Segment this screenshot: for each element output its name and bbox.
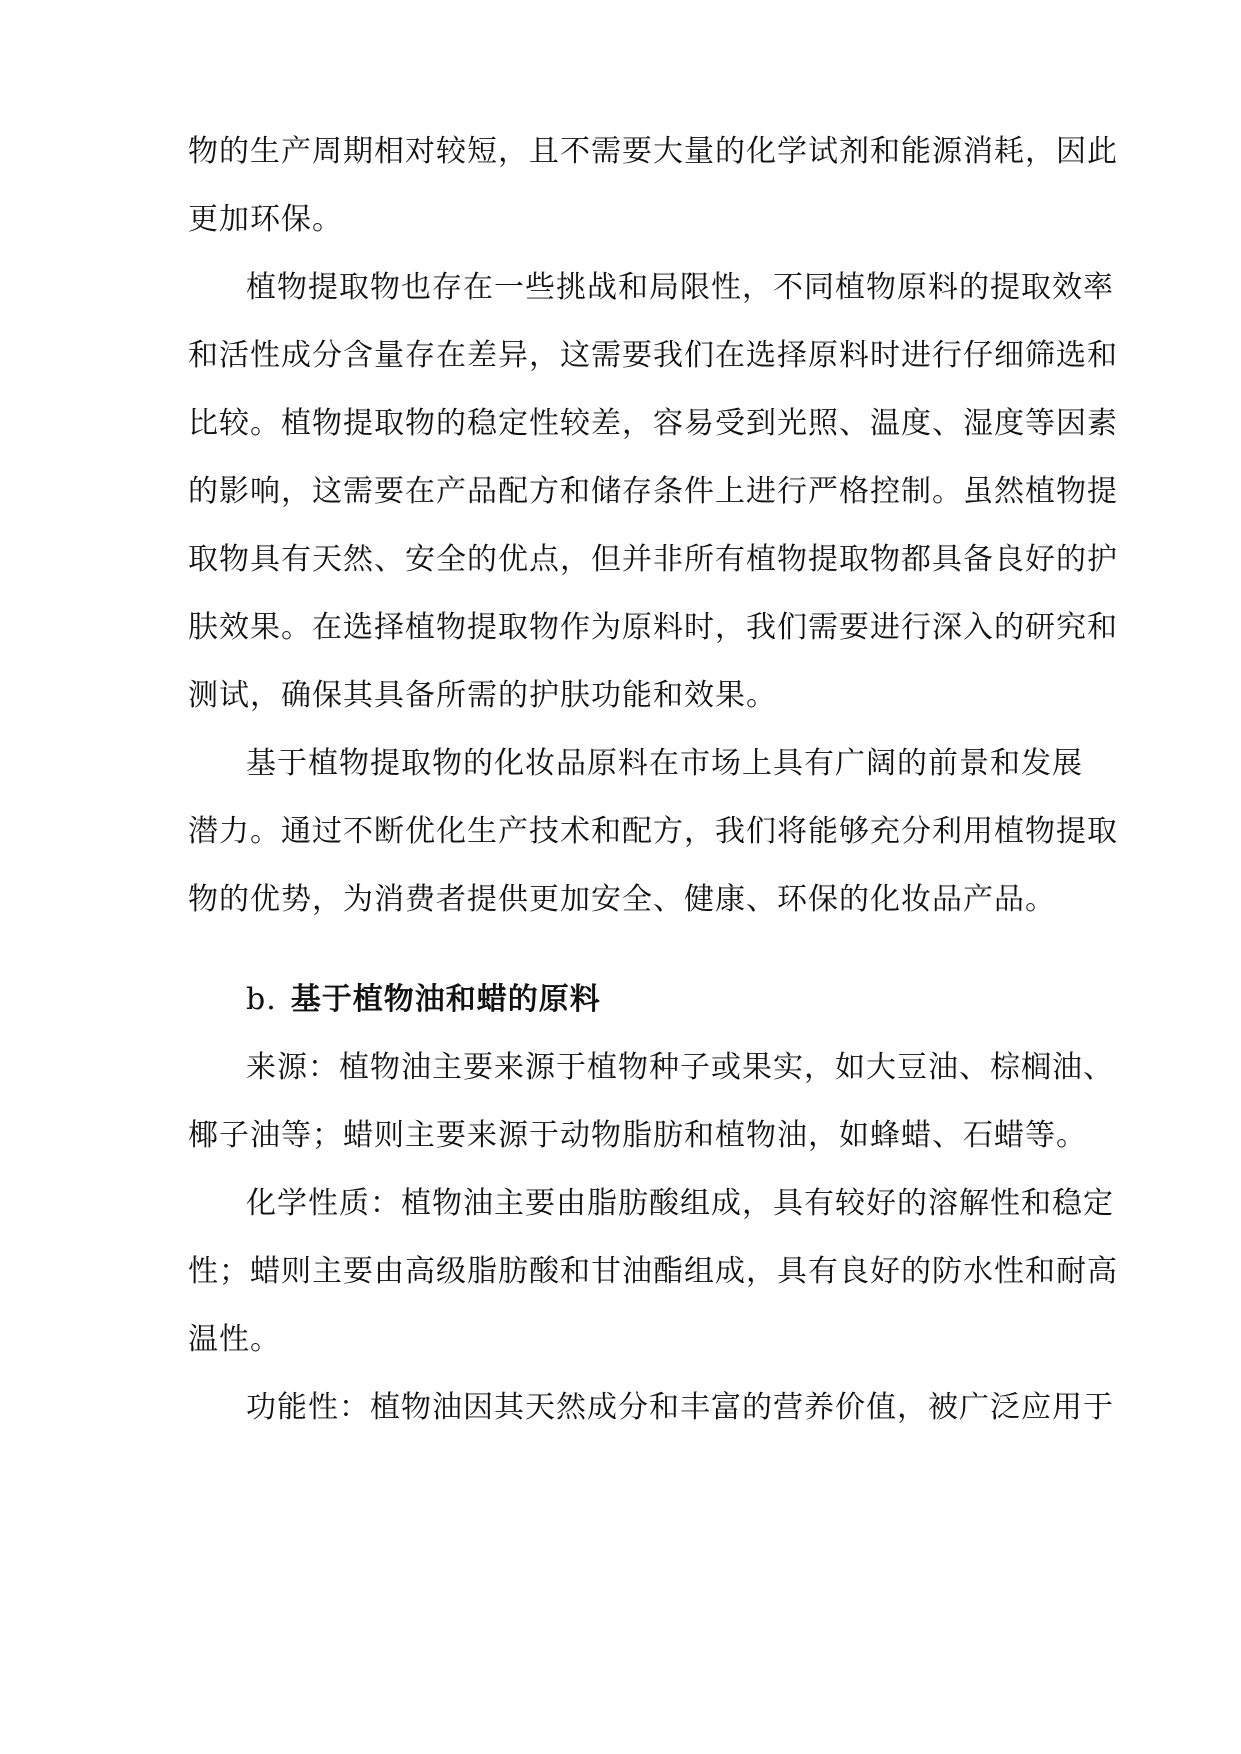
paragraph-2-line-3: 比较。植物提取物的稳定性较差，容易受到光照、温度、湿度等因素	[188, 406, 1118, 441]
section-paragraph-2-line-2: 性；蜡则主要由高级脂肪酸和甘油酯组成，具有良好的防水性和耐高	[188, 1254, 1118, 1289]
paragraph-2-line-6: 肤效果。在选择植物提取物作为原料时，我们需要进行深入的研究和	[188, 610, 1118, 645]
section-paragraph-1-line-2: 椰子油等；蜡则主要来源于动物脂肪和植物油，如蜂蜡、石蜡等。	[188, 1118, 1087, 1153]
paragraph-3-line-1: 基于植物提取物的化妆品原料在市场上具有广阔的前景和发展	[246, 746, 1083, 781]
section-paragraph-1-line-1: 来源：植物油主要来源于植物种子或果实，如大豆油、棕榈油、	[246, 1050, 1114, 1085]
section-heading-title: 基于植物油和蜡的原料	[290, 982, 601, 1017]
paragraph-1-line-1: 物的生产周期相对较短，且不需要大量的化学试剂和能源消耗，因此	[188, 134, 1118, 169]
paragraph-2-line-1: 植物提取物也存在一些挑战和局限性，不同植物原料的提取效率	[246, 270, 1114, 305]
paragraph-2-line-4: 的影响，这需要在产品配方和储存条件上进行严格控制。虽然植物提	[188, 474, 1118, 509]
section-paragraph-2-line-1: 化学性质：植物油主要由脂肪酸组成，具有较好的溶解性和稳定	[246, 1186, 1114, 1221]
paragraph-1-line-2: 更加环保。	[188, 202, 343, 237]
section-paragraph-2-line-3: 温性。	[188, 1322, 281, 1357]
section-heading-marker: b.	[246, 982, 277, 1017]
paragraph-2-line-2: 和活性成分含量存在差异，这需要我们在选择原料时进行仔细筛选和	[188, 338, 1118, 373]
paragraph-3-line-2: 潜力。通过不断优化生产技术和配方，我们将能够充分利用植物提取	[188, 814, 1118, 849]
section-heading	[246, 980, 601, 1020]
section-paragraph-3-line-1: 功能性：植物油因其天然成分和丰富的营养价值，被广泛应用于	[246, 1390, 1114, 1425]
paragraph-2-line-5: 取物具有天然、安全的优点，但并非所有植物提取物都具备良好的护	[188, 542, 1118, 577]
paragraph-3-line-3: 物的优势，为消费者提供更加安全、健康、环保的化妆品产品。	[188, 882, 1056, 917]
paragraph-2-line-7: 测试，确保其具备所需的护肤功能和效果。	[188, 678, 777, 713]
